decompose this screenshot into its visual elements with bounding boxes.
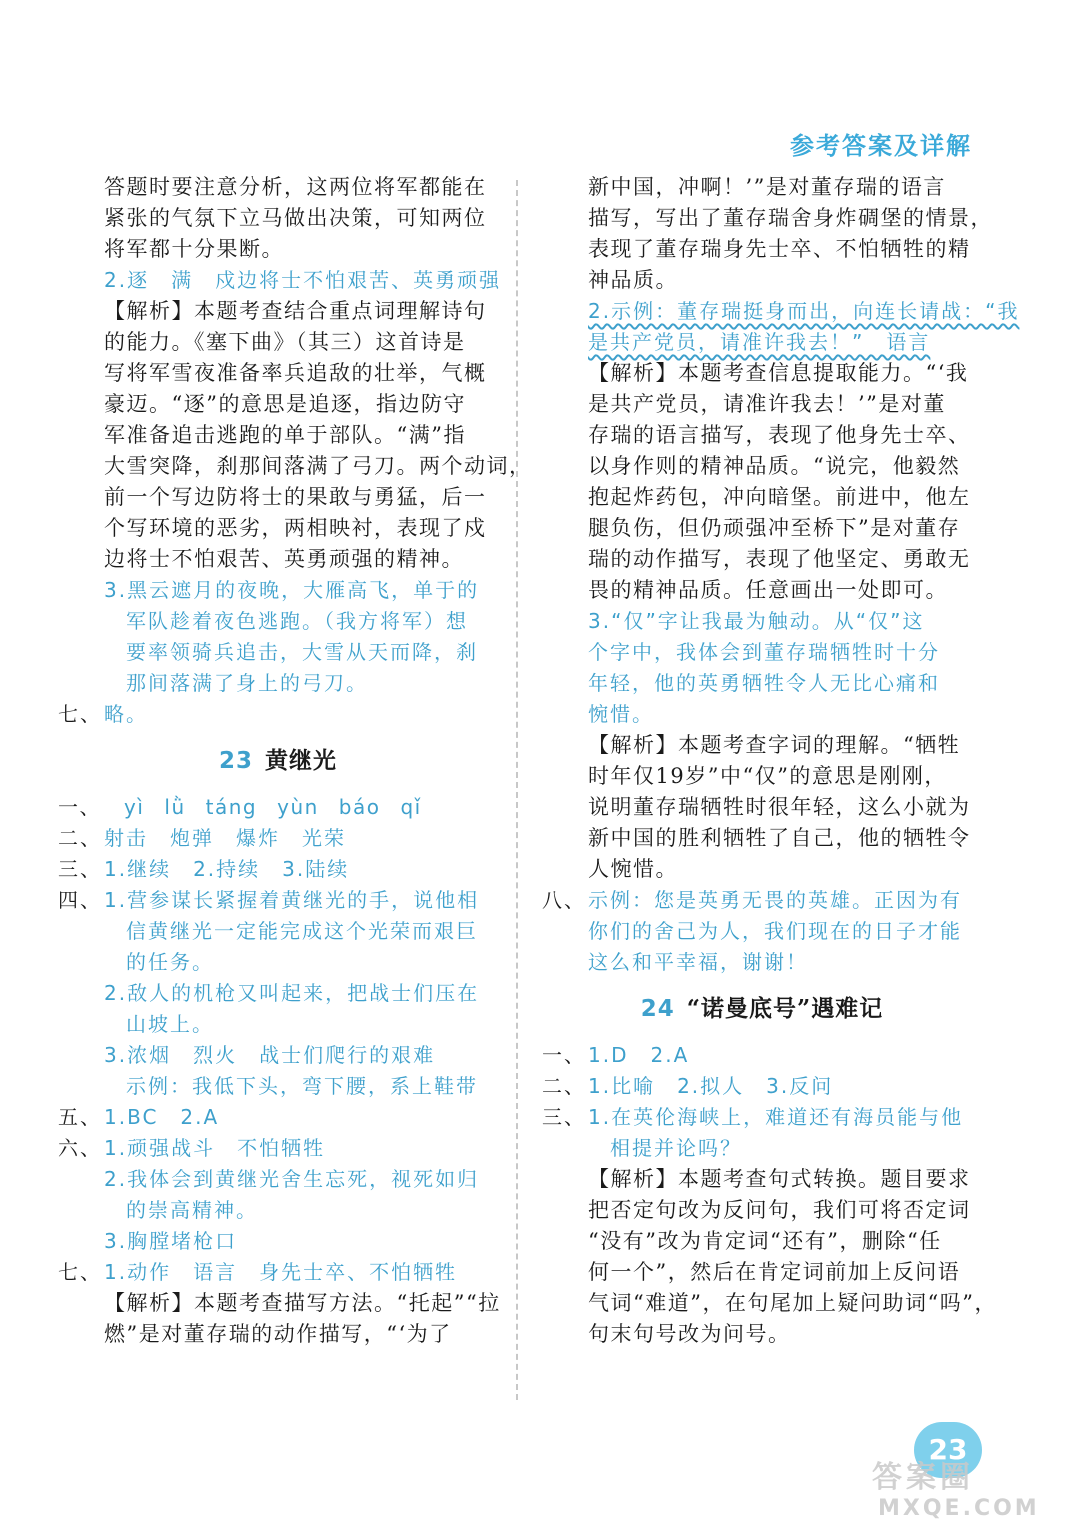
answer-line: 示例：我低下头，弯下腰，系上鞋带	[126, 1074, 478, 1098]
answer-text: 略。	[104, 702, 148, 726]
analysis-line: 前一个写边防将士的果敢与勇猛，后一	[104, 485, 487, 509]
answer-line: 那间落满了身上的弓刀。	[126, 671, 368, 695]
section-label: 五、	[58, 1105, 102, 1129]
section-3	[58, 854, 498, 885]
lesson-number: 24	[640, 996, 675, 1022]
section-label: 一、	[542, 1043, 586, 1067]
analysis-line: 时年仅19岁”中“仅”的意思是刚刚，	[588, 764, 947, 788]
pinyin-item: báo	[338, 795, 381, 819]
lesson-name: 黄继光	[265, 747, 337, 774]
analysis-line: 畏的精神品质。任意画出一处即可。	[588, 578, 948, 602]
watermark-text: 答案圈	[872, 1460, 974, 1495]
answer-text: 1.顽强战斗 不怕牺牲	[104, 1136, 326, 1160]
text-line: 答题时要注意分析，这两位将军都能在	[104, 175, 487, 199]
answer-line: 年轻，他的英勇牺牲令人无比心痛和	[588, 671, 940, 695]
section-2	[58, 823, 498, 854]
answer-line: 这么和平幸福，谢谢！	[588, 950, 808, 974]
left-column	[58, 172, 532, 1350]
answer-line: 3.浓烟 烈火 战士们爬行的艰难	[104, 1043, 436, 1067]
answer-text: 1.动作 语言 身先士卒、不怕牺牲	[104, 1260, 458, 1284]
section-6	[58, 1133, 498, 1164]
analysis-line: 把否定句改为反问句，我们可将否定词	[588, 1198, 971, 1222]
section-label: 七、	[58, 1260, 102, 1284]
analysis-line: 人惋惜。	[588, 857, 678, 881]
pinyin-item: qǐ	[400, 795, 422, 819]
analysis-line: 【解析】本题考查句式转换。题目要求	[588, 1167, 971, 1191]
analysis-line: 燃”是对董存瑞的动作描写，“‘为了	[104, 1322, 452, 1346]
section-1	[58, 792, 498, 823]
answer-text: 1.营参谋长紧握着黄继光的手，说他相	[104, 888, 480, 912]
pinyin-item: yùn	[277, 795, 319, 819]
analysis-line: 个写环境的恶劣，两相映衬，表现了戍	[104, 516, 487, 540]
analysis-line: 新中国的胜利牺牲了自己，他的牺牲令	[588, 826, 971, 850]
answer-line: 信黄继光一定能完成这个光荣而艰巨	[126, 919, 478, 943]
analysis-line: 的能力。《塞下曲》（其三）这首诗是	[104, 330, 466, 354]
lesson-title	[542, 978, 982, 1040]
pinyin-item: táng	[205, 795, 258, 819]
analysis-line: 写将军雪夜准备率兵追敌的壮举，气概	[104, 361, 487, 385]
section-label: 三、	[542, 1105, 586, 1129]
analysis-line: 【解析】本题考查字词的理解。“牺牲	[588, 733, 961, 757]
answer-line: 2.示例：董存瑞挺身而出，向连长请战：“我	[588, 299, 1020, 323]
section-7	[58, 699, 498, 730]
analysis-line: 说明董存瑞牺牲时很年轻，这么小就为	[588, 795, 971, 819]
section-label: 二、	[542, 1074, 586, 1098]
analysis-line: 豪迈。“逐”的意思是追逐，指边防守	[104, 392, 466, 416]
text-line: 将军都十分果断。	[104, 237, 284, 261]
text-line: 描写，写出了董存瑞舍身炸碉堡的情景，	[588, 206, 993, 230]
section-3	[542, 1102, 982, 1133]
analysis-line: 【解析】本题考查描写方法。“托起”“拉	[104, 1291, 501, 1315]
column-divider	[516, 180, 518, 1400]
section-label: 一、	[58, 795, 101, 819]
text-line: 表现了董存瑞身先士卒、不怕牺牲的精	[588, 237, 971, 261]
answer-text: 1.D 2.A	[588, 1043, 690, 1067]
analysis-line: 瑞的动作描写，表现了他坚定、勇敢无	[588, 547, 971, 571]
answer-line: 惋惜。	[588, 702, 654, 726]
analysis-line: 大雪突降，刹那间落满了弓刀。两个动词，	[104, 454, 532, 478]
lesson-number: 23	[218, 748, 253, 774]
answer-line: 是共产党员，请准许我去！” 语言	[588, 330, 931, 354]
answer-text: 1.BC 2.A	[104, 1105, 220, 1129]
answer-line: 军队趁着夜色逃跑。（我方将军）想	[126, 609, 468, 633]
text-line: 紧张的气氛下立马做出决策，可知两位	[104, 206, 487, 230]
analysis-line: 存瑞的语言描写，表现了他身先士卒、	[588, 423, 971, 447]
analysis-line: 边将士不怕艰苦、英勇顽强的精神。	[104, 547, 464, 571]
answer-line: 山坡上。	[126, 1012, 214, 1036]
lesson-name: “诺曼底号”遇难记	[686, 995, 884, 1022]
answer-line: 2.敌人的机枪又叫起来，把战士们压在	[104, 981, 480, 1005]
section-5	[58, 1102, 498, 1133]
right-column	[542, 172, 1020, 1350]
section-label: 四、	[58, 888, 102, 912]
section-2	[542, 1071, 982, 1102]
answer-text: 1.在英伦海峡上，难道还有海员能与他	[588, 1105, 964, 1129]
text-line: 神品质。	[588, 268, 678, 292]
analysis-line: 军准备追击逃跑的单于部队。“满”指	[104, 423, 466, 447]
lesson-title	[58, 730, 498, 792]
analysis-line: 气词“难道”，在句尾加上疑问助词“吗”，	[588, 1291, 997, 1315]
analysis-line: 何一个”，然后在肯定词前加上反问语	[588, 1260, 961, 1284]
section-label: 二、	[58, 826, 102, 850]
answer-line: 要率领骑兵追击，大雪从天而降，刹	[126, 640, 478, 664]
watermark	[872, 1460, 1058, 1526]
section-label: 六、	[58, 1136, 102, 1160]
pinyin-item: lǜ	[164, 795, 186, 819]
answer-text: 射击 炮弹 爆炸 光荣	[104, 826, 346, 850]
pinyin-item: yì	[124, 795, 145, 819]
analysis-line: 【解析】本题考查信息提取能力。“‘我	[588, 361, 969, 385]
answer-line: 3.胸膛堵枪口	[104, 1229, 238, 1253]
analysis-line: 是共产党员，请准许我去！’”是对董	[588, 392, 946, 416]
analysis-line: 抱起炸药包，冲向暗堡。前进中，他左	[588, 485, 971, 509]
analysis-line: “没有”改为肯定词“还有”，删除“任	[588, 1229, 942, 1253]
answer-line: 2.我体会到黄继光舍生忘死，视死如归	[104, 1167, 480, 1191]
answer-text: 1.比喻 2.拟人 3.反问	[588, 1074, 834, 1098]
text-line: 新中国，冲啊！’”是对董存瑞的语言	[588, 175, 946, 199]
section-label: 三、	[58, 857, 102, 881]
answer-line: 3.“仅”字让我最为触动。从“仅”这	[588, 609, 925, 633]
section-7	[58, 1257, 498, 1288]
answer-line: 的崇高精神。	[126, 1198, 258, 1222]
watermark-url: MXQE.COM	[878, 1496, 1040, 1521]
section-1	[542, 1040, 982, 1071]
section-8	[542, 885, 982, 916]
page-header: 参考答案及详解	[790, 132, 972, 160]
page-number: 23	[914, 1422, 982, 1478]
answer-line: 3.黑云遮月的夜晚，大雁高飞，单于的	[104, 578, 480, 602]
answer-line: 的任务。	[126, 950, 214, 974]
section-4	[58, 885, 498, 916]
answer-text: 1.继续 2.持续 3.陆续	[104, 857, 350, 881]
analysis-line: 【解析】本题考查结合重点词理解诗句	[104, 299, 487, 323]
section-label: 七、	[58, 702, 102, 726]
analysis-line: 腿负伤，但仍顽强冲至桥下”是对董存	[588, 516, 961, 540]
answer-line: 相提并论吗？	[610, 1136, 742, 1160]
answer-line: 2.逐 满 戍边将士不怕艰苦、英勇顽强	[104, 268, 502, 292]
analysis-line: 句末句号改为问号。	[588, 1322, 791, 1346]
section-label: 八、	[542, 888, 586, 912]
analysis-line: 以身作则的精神品质。“说完，他毅然	[588, 454, 961, 478]
answer-text: 示例：您是英勇无畏的英雄。正因为有	[588, 888, 962, 912]
answer-line: 个字中，我体会到董存瑞牺牲时十分	[588, 640, 940, 664]
answer-line: 你们的舍己为人，我们现在的日子才能	[588, 919, 962, 943]
